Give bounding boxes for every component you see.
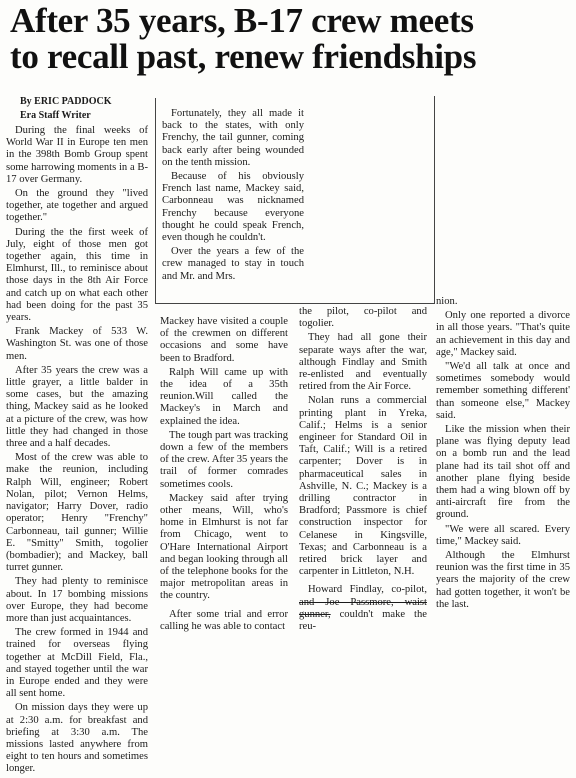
paragraph: The tough part was tracking down a few of the members of the crew. After 35 years the trail of former comrades sometimes cools. [160,429,288,490]
paragraph: After some trial and error calling he was able to contact [160,608,288,632]
column-2-bottom [160,316,288,635]
column-2-top [162,108,304,285]
paragraph: "We'd all talk at once and sometimes somebody would remember something different' than someone else," Mackey said. [436,361,570,421]
column-4 [436,296,570,613]
paragraph: Mackey said after trying other means, Will, who's home in Elmhurst is not far from Chicago, went to O'Hare International Airport and began looking through all of the telephone books for the major metropolitan areas in the country. [160,492,288,602]
headline-line-1: After 35 years, B-17 crew meets [10,1,474,40]
paragraph: nion. [436,296,458,307]
headline [10,3,570,75]
text-run: Howard Findlay, co-pilot, [308,584,427,596]
column-1 [6,96,148,778]
paragraph: Most of the crew was able to make the reunion, including Ralph Will, engineer; Robert Nolan, pilot; Vernon Helms, navigator; Harry Dover, radio operator; Henry "Frenchy" Carbonneau, tail gunner; Willie E. "Smitty" Smith, togolier (bombadier); and Mackey, ball turret gunner. [6,452,148,574]
paragraph: During the the first week of July, eight of those men got together again, this time in Elmhurst, Ill., to reminisce about those days in the 8th Air Force and catch up on what each other had been doing for the past 35 years. [6,226,148,324]
paragraph: On mission days they were up at 2:30 a.m. for breakfast and briefing at 3:30 a.m. The missions lasted anywhere from eight to ten hours and sometimes longer. [6,702,148,775]
paragraph: Fortunately, they all made it back to the states, with only Frenchy, the tail gunner, coming back early after being wounded on the tenth mission. [162,108,304,168]
column-3 [299,306,427,635]
paragraph: The crew formed in 1944 and trained for overseas flying together at McDill Field, Fla., and stayed together until the war in Europe ended and they were all sent home. [6,627,148,700]
headline-line-2: to recall past, renew friendships [10,37,477,76]
paragraph: the pilot, co-pilot and togolier. [299,306,427,330]
paragraph: Although the Elmhurst reunion was the first time in 35 years the majority of the crew had gotten together, it won't be the last. [436,550,570,610]
paragraph [299,584,427,633]
byline-author: By ERIC PADDOCK [20,96,112,107]
paragraph: "We were all scared. Every time," Mackey said. [436,523,570,547]
paragraph: They had plenty to reminisce about. In 17 bombing missions over Europe, they had become more than just acquaintances. [6,576,148,624]
struck-text: and Joe Passmore, waist gunner, [299,596,427,620]
paragraph: Mackey have visited a couple of the crewmen on different occasions and some have been to Bradford. [160,316,288,364]
text-run: couldn't make the reu- [299,608,427,633]
column-rule [434,96,435,304]
column-rule [155,98,156,303]
paragraph: Nolan runs a commercial printing plant in Yreka, Calif.; Helms is a senior engineer for Standard Oil in Taft, Calif.; Will is a retired carpenter; Dover is in pharmaceutical sales in Ashville, N. C.; Mackey is a drilling contractor in Bradford; Passmore is chief construction inspector for Celanese in Kingsville, Texas; and Carbonneau is a retired brick layer and carpenter in Littleton, N.H. [299,395,427,578]
paragraph: Ralph Will came up with the idea of a 35th reunion.Will called the Mackey's in March and explained the idea. [160,366,288,427]
paragraph: Frank Mackey of 533 W. Washington St. was one of those men. [6,326,148,362]
paragraph: Because of his obviously French last name, Mackey said, Carbonneau was nicknamed Frenchy because everyone thought he could speak French, even though he couldn't. [162,171,304,244]
paragraph: Only one reported a divorce in all those years. "That's quite an achievement in this day and age," Mackey said. [436,310,570,358]
paragraph: On the ground they "lived together, ate together and argued together." [6,188,148,224]
byline-title: Era Staff Writer [20,110,91,121]
section-rule [155,303,434,304]
paragraph: During the final weeks of World War II in Europe ten men in the 398th Bomb Group spent some harrowing moments in a B-17 over Germany. [6,125,148,185]
paragraph: Like the mission when their plane was flying deputy lead on a bomb run and the lead plane had its tail shot off and another plane flying beside them had a wing blown off by anti-aircraft fire from the ground. [436,424,570,521]
paragraph: After 35 years the crew was a little grayer, a little balder in some cases, but the amazing thing, Mackey said as he looked at a picture of the crew, was how little they had changed in those three and a half decades. [6,364,148,450]
paragraph: Over the years a few of the crew managed to stay in touch and Mr. and Mrs. [162,246,304,282]
paragraph: They had all gone their separate ways after the war, although Findlay and Smith re-enlisted and eventually retired from the Air Force. [299,332,427,393]
